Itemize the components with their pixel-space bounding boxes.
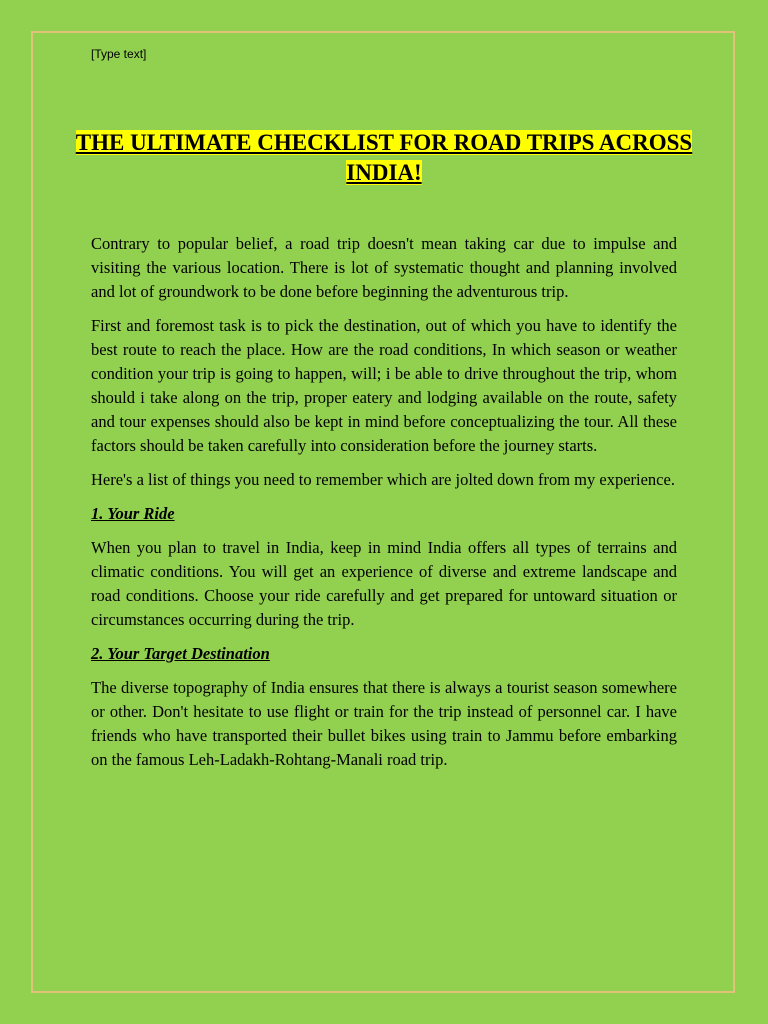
section-body-your-ride: When you plan to travel in India, keep in mind India offers all types of terrains and climatic conditions. You will get an experience of diverse and extreme landscape and road conditions. Choose your ride carefully and get prepared for untoward situation or circumstances occurring during the trip. — [91, 538, 677, 629]
section-heading-your-ride: 1. Your Ride — [91, 504, 175, 523]
document-body — [91, 232, 677, 782]
paragraph-planning: First and foremost task is to pick the destination, out of which you have to identify the best route to reach the place. How are the road conditions, In which season or weather condition your trip is going to happen, will; i be able to drive throughout the trip, whom should i take along on the trip, proper eatery and lodging available on the route, safety and tour expenses should also be kept in mind before conceptualizing the tour. All these factors should be taken carefully into consideration before the journey starts. — [91, 316, 677, 455]
section-body-target-destination: The diverse topography of India ensures that there is always a tourist season somewhere or other. Don't hesitate to use flight or train for the trip instead of personnel car. I have friends who have transported their bullet bikes using train to Jammu before embarking on the famous Leh-Ladakh-Rohtang-Manali road trip. — [91, 678, 677, 769]
title-highlight: THE ULTIMATE CHECKLIST FOR ROAD TRIPS ACROSS INDIA! — [75, 130, 693, 185]
header-placeholder-text: [Type text] — [91, 47, 147, 61]
paragraph-intro: Contrary to popular belief, a road trip doesn't mean taking car due to impulse and visiting the various location. There is lot of systematic thought and planning involved and lot of groundwork to be done before beginning the adventurous trip. — [91, 234, 677, 301]
paragraph-list-intro: Here's a list of things you need to remember which are jolted down from my experience. — [91, 470, 675, 489]
section-heading-target-destination: 2. Your Target Destination — [91, 644, 270, 663]
document-title — [60, 128, 708, 188]
